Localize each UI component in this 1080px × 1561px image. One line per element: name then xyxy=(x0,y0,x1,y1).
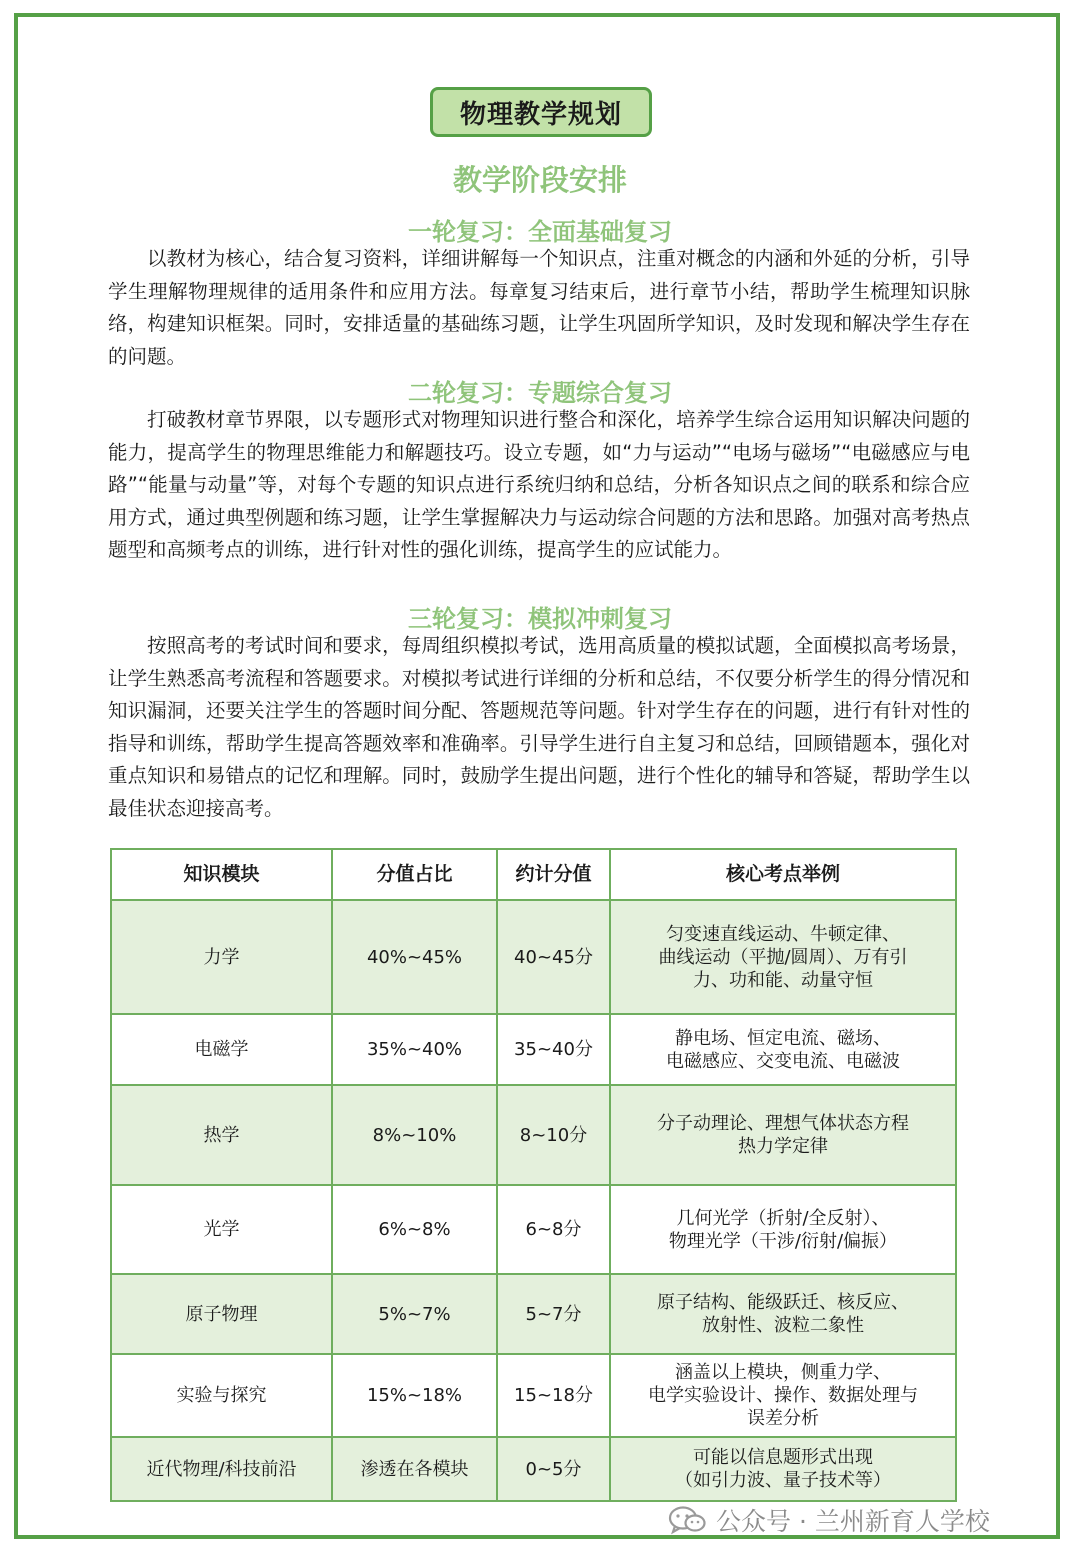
cell-ratio: 35%~40% xyxy=(332,1014,497,1085)
point-line: 原子结构、能级跃迁、核反应、 xyxy=(657,1292,909,1313)
point-line: 分子动理论、理想气体状态方程 xyxy=(657,1113,909,1134)
cell-score: 6~8分 xyxy=(497,1185,610,1274)
cell-ratio: 40%~45% xyxy=(332,900,497,1014)
watermark xyxy=(668,1500,990,1540)
point-line: 匀变速直线运动、牛顿定律、 xyxy=(666,923,900,945)
point-line: 曲线运动（平抛/圆周）、万有引 xyxy=(658,946,908,968)
point-line: 可能以信息题形式出现 xyxy=(693,1447,873,1468)
cell-points xyxy=(610,1274,956,1354)
cell-score: 8~10分 xyxy=(497,1085,610,1185)
cell-score: 15~18分 xyxy=(497,1354,610,1437)
cell-ratio: 15%~18% xyxy=(332,1354,497,1437)
cell-points xyxy=(610,1014,956,1085)
point-line: 电学实验设计、操作、数据处理与 xyxy=(648,1385,918,1406)
table-row xyxy=(111,1274,956,1354)
round3-text: 按照高考的考试时间和要求，每周组织模拟考试，选用高质量的模拟试题，全面模拟高考场景，让学生熟悉高考流程和答题要求。对模拟考试进行详细的分析和总结，不仅要分析学生的得分情况和知识漏洞，还要关注学生的答题时间分配、答题规范等问题。针对学生存在的问题，进行有针对性的指导和训练，帮助学生提高答题效率和准确率。引导学生进行自主复习和总结，回顾错题本，强化对重点知识和易错点的记忆和理解。同时，鼓励学生提出问题，进行个性化的辅导和答疑，帮助学生以最佳状态迎接高考。 xyxy=(108,634,970,820)
page-title: 物理教学规划 xyxy=(430,87,652,137)
point-line: （如引力波、量子技术等） xyxy=(675,1470,891,1491)
round2-text: 打破教材章节界限，以专题形式对物理知识进行整合和深化，培养学生综合运用知识解决问题的能力，提高学生的物理思维能力和解题技巧。设立专题，如“力与运动”“电场与磁场”“电磁感应与电路”“能量与动量”等，对每个专题的知识点进行系统归纳和总结，分析各知识点之间的联系和综合应用方式，通过典型例题和练习题，让学生掌握解决力与运动综合问题的方法和思路。加强对高考热点题型和高频考点的训练，进行针对性的强化训练，提高学生的应试能力。 xyxy=(108,408,970,561)
cell-module: 原子物理 xyxy=(111,1274,332,1354)
cell-ratio: 渗透在各模块 xyxy=(332,1437,497,1501)
table-row xyxy=(111,1354,956,1437)
cell-points xyxy=(610,1185,956,1274)
header-module: 知识模块 xyxy=(111,849,332,900)
cell-points xyxy=(610,900,956,1014)
cell-score: 35~40分 xyxy=(497,1014,610,1085)
watermark-text: 公众号 · 兰州新育人学校 xyxy=(716,1507,990,1536)
table-row xyxy=(111,900,956,1014)
table-row xyxy=(111,1185,956,1274)
cell-ratio: 6%~8% xyxy=(332,1185,497,1274)
cell-module: 近代物理/科技前沿 xyxy=(111,1437,332,1501)
header-ratio: 分值占比 xyxy=(332,849,497,900)
round1-text: 以教材为核心，结合复习资料，详细讲解每一个知识点，注重对概念的内涵和外延的分析，引导学生理解物理规律的适用条件和应用方法。每章复习结束后，进行章节小结，帮助学生梳理知识脉络，构建知识框架。同时，安排适量的基础练习题，让学生巩固所学知识，及时发现和解决学生存在的问题。 xyxy=(108,247,970,368)
point-line: 力、功和能、动量守恒 xyxy=(693,969,873,991)
round1-heading: 一轮复习：全面基础复习 xyxy=(408,218,672,246)
table-row xyxy=(111,1437,956,1501)
stage-heading: 教学阶段安排 xyxy=(452,163,627,197)
header-score: 约计分值 xyxy=(497,849,610,900)
cell-score: 40~45分 xyxy=(497,900,610,1014)
point-line: 电磁感应、交变电流、电磁波 xyxy=(666,1050,900,1072)
score-table xyxy=(110,848,957,1502)
cell-module: 光学 xyxy=(111,1185,332,1274)
point-line: 物理光学（干涉/衍射/偏振） xyxy=(668,1230,898,1252)
header-points: 核心考点举例 xyxy=(610,849,956,900)
cell-score: 0~5分 xyxy=(497,1437,610,1501)
wechat-icon xyxy=(668,1505,706,1535)
table-row xyxy=(111,1085,956,1185)
cell-module: 实验与探究 xyxy=(111,1354,332,1437)
cell-points xyxy=(610,1437,956,1501)
cell-score: 5~7分 xyxy=(497,1274,610,1354)
point-line: 放射性、波粒二象性 xyxy=(702,1315,864,1336)
cell-points xyxy=(610,1085,956,1185)
point-line: 几何光学（折射/全反射）、 xyxy=(676,1207,890,1229)
cell-ratio: 8%~10% xyxy=(332,1085,497,1185)
cell-ratio: 5%~7% xyxy=(332,1274,497,1354)
cell-module: 热学 xyxy=(111,1085,332,1185)
point-line: 误差分析 xyxy=(747,1408,819,1429)
point-line: 静电场、恒定电流、磁场、 xyxy=(675,1027,891,1049)
round2-heading: 二轮复习：专题综合复习 xyxy=(408,379,672,407)
round3-heading: 三轮复习：模拟冲刺复习 xyxy=(408,605,672,633)
table-row xyxy=(111,1014,956,1085)
cell-points xyxy=(610,1354,956,1437)
point-line: 热力学定律 xyxy=(738,1136,828,1157)
cell-module: 电磁学 xyxy=(111,1014,332,1085)
point-line: 涵盖以上模块，侧重力学、 xyxy=(675,1362,891,1383)
table-header-row xyxy=(111,849,956,900)
cell-module: 力学 xyxy=(111,900,332,1014)
